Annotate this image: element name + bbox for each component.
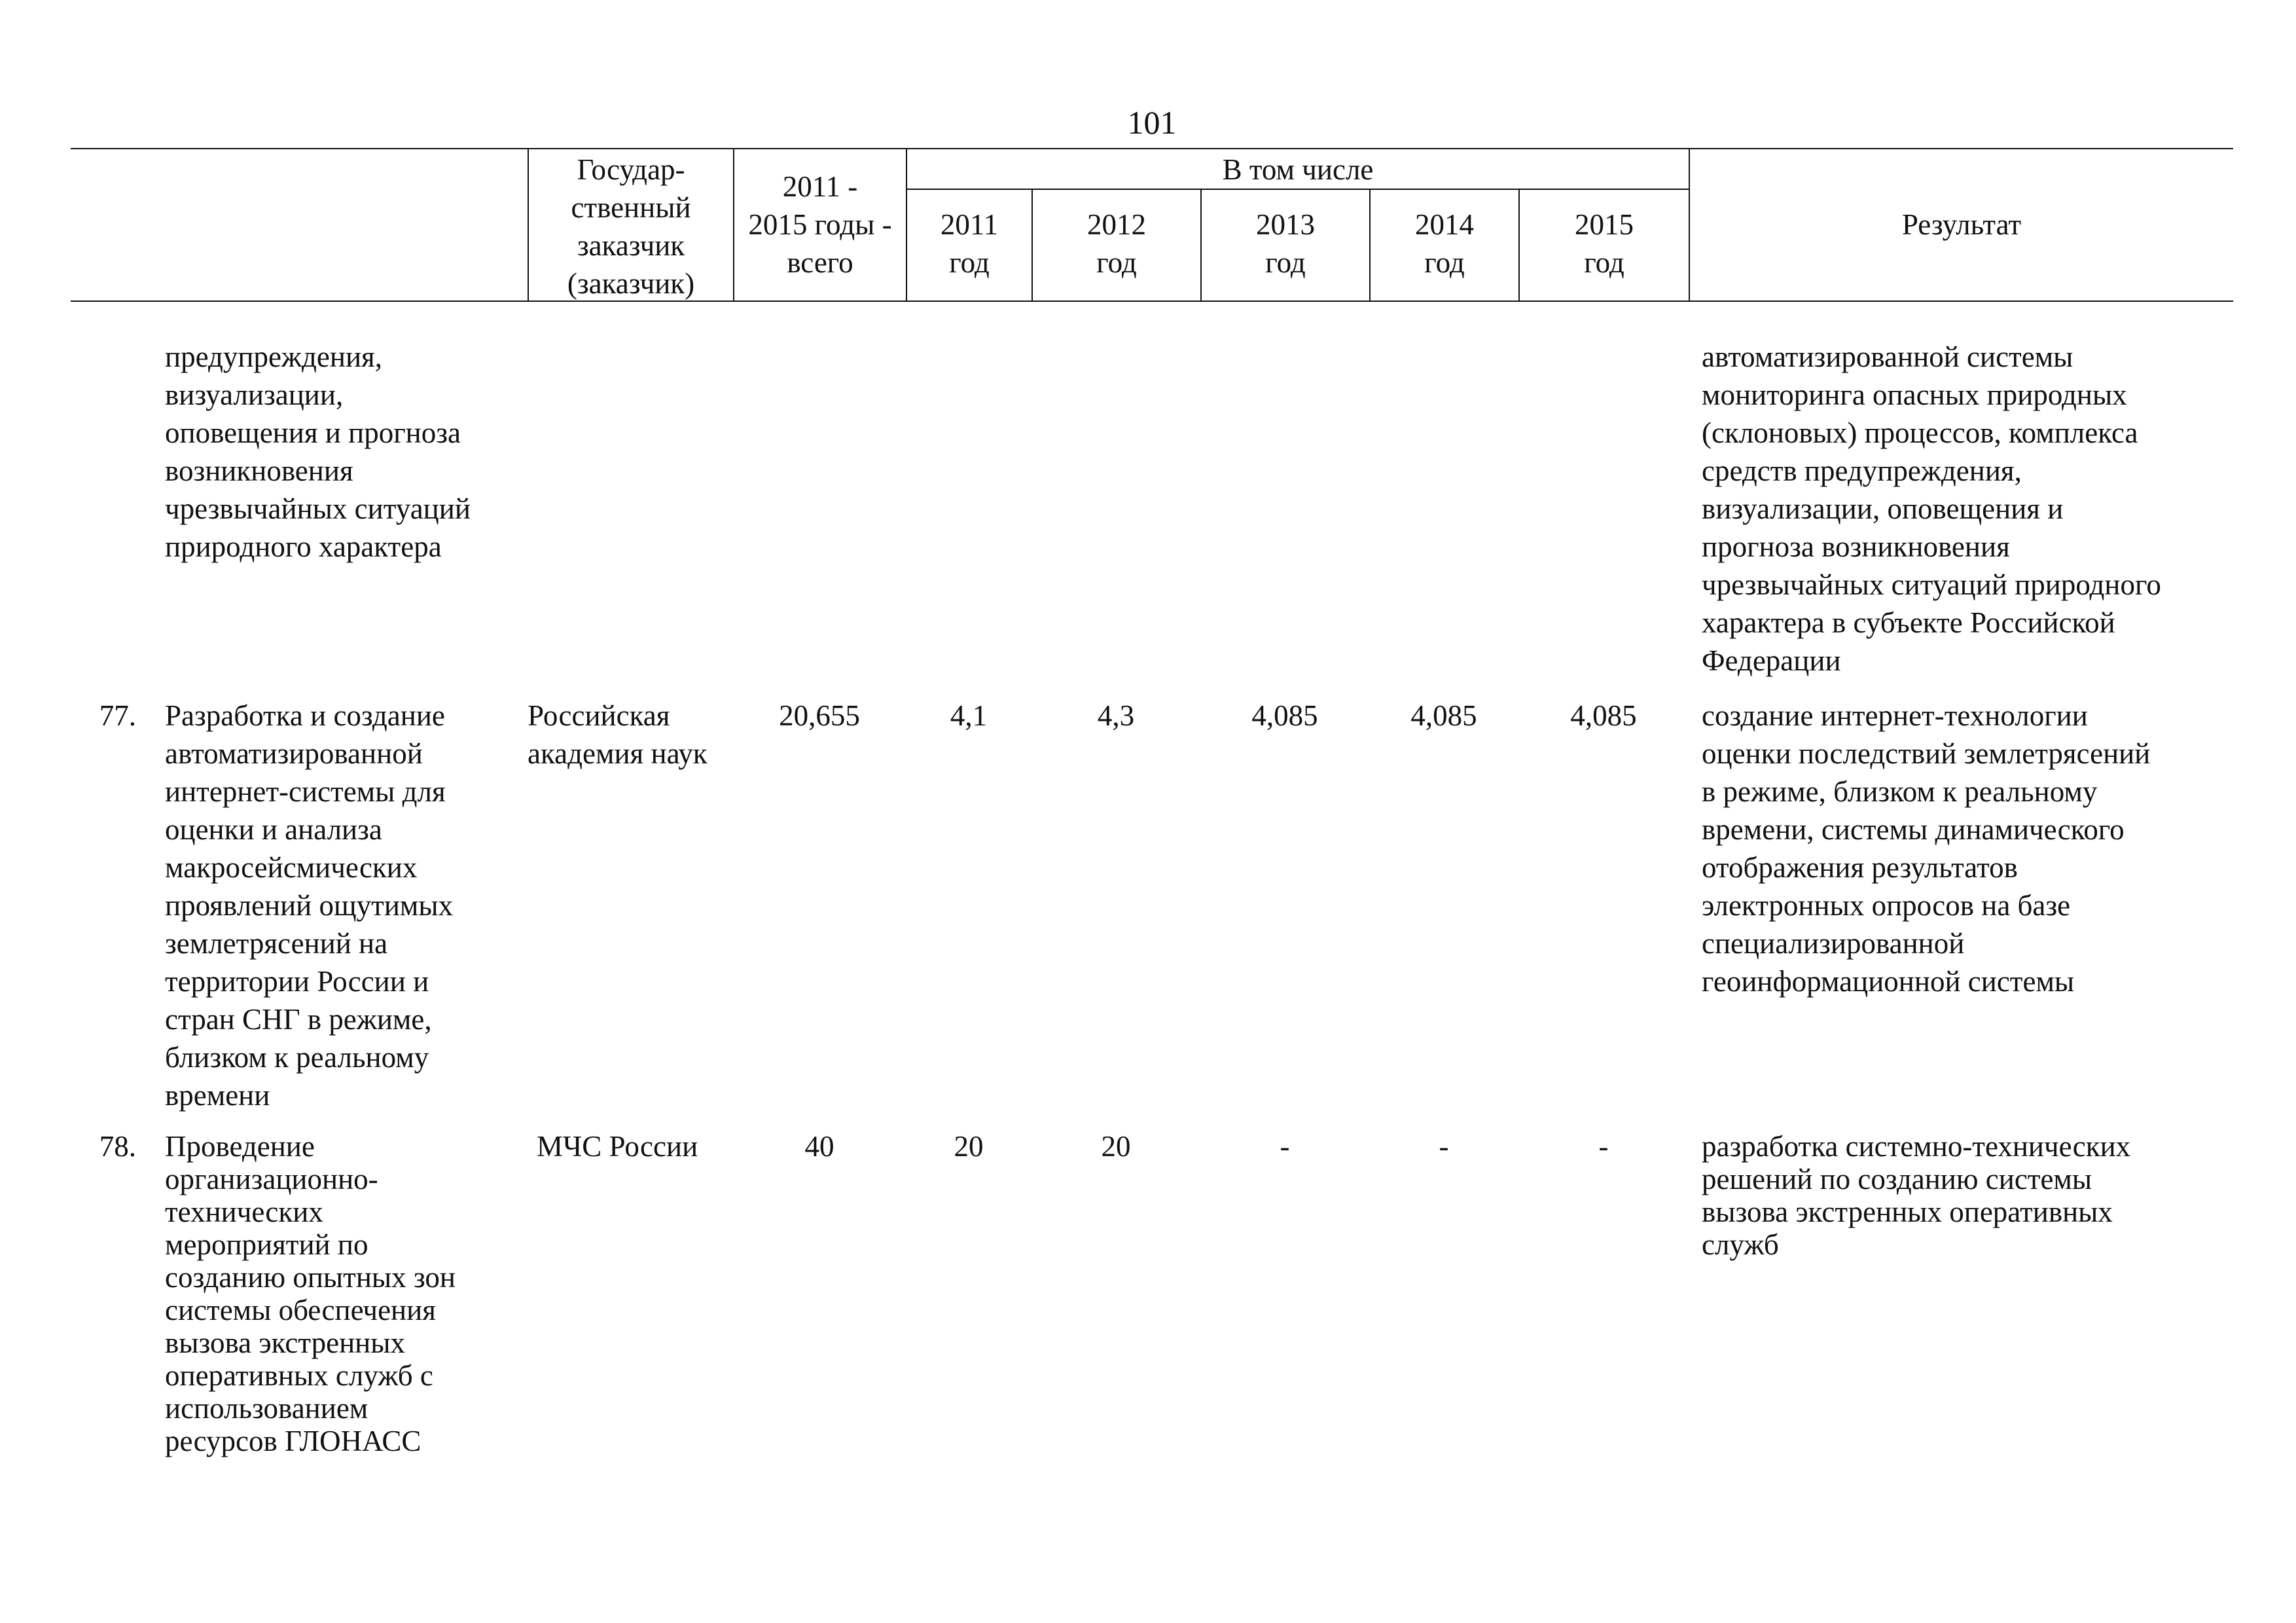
value-2011: 4,1 (950, 699, 988, 732)
customer-name: МЧС России (537, 1130, 698, 1163)
measure-name: Проведение организационно- технических мероприятий по созданию опытных зон системы обеспечения вызова экстренных оперативных служб с использованием ресурсов ГЛОНАСС (165, 1130, 456, 1457)
value-2012: 4,3 (1097, 699, 1135, 732)
header-year-2014: 2014 год (1415, 208, 1474, 279)
value-2011: 20 (954, 1130, 984, 1163)
header-mid-rule (906, 189, 1689, 190)
header-top-rule (71, 148, 2233, 149)
header-customer: Государ- ственный заказчик (заказчик) (567, 153, 695, 300)
header-year-2015: 2015 год (1575, 208, 1634, 279)
value-2013: - (1280, 1130, 1290, 1163)
header-year-2013: 2013 год (1256, 208, 1315, 279)
header-total: 2011 - 2015 годы - всего (748, 170, 892, 279)
header-bottom-rule (71, 301, 2233, 302)
header-year-2012: 2012 год (1087, 208, 1146, 279)
customer-name: Российская академия наук (528, 699, 708, 770)
value-2013: 4,085 (1251, 699, 1318, 732)
measure-name: Разработка и создание автоматизированной интернет-системы для оценки и анализа макросейсмических проявлений ощутимых землетрясений на территории России и стран СНГ в режиме, близком к реальному времени (165, 699, 454, 1112)
value-2012: 20 (1101, 1130, 1131, 1163)
result-text: создание интернет-технологии оценки последствий землетрясений в режиме, близком к реальному времени, системы динамического отображения результатов электронных опросов на базе специализированной геоинформационной системы (1702, 699, 2151, 998)
value-2014: 4,085 (1410, 699, 1477, 732)
result-text: разработка системно-технических решений по созданию системы вызова экстренных оперативных служб (1702, 1130, 2131, 1261)
value-2015: - (1598, 1130, 1609, 1163)
value-2015: 4,085 (1570, 699, 1637, 732)
measure-name: предупреждения, визуализации, оповещения и прогноза возникновения чрезвычайных ситуаций природного характера (165, 340, 471, 563)
header-result: Результат (1901, 208, 2022, 241)
total-value: 20,655 (779, 699, 860, 732)
header-including: В том числе (1222, 153, 1374, 186)
page-number: 101 (1127, 104, 1177, 141)
total-value: 40 (804, 1130, 834, 1163)
row-number: 77. (99, 699, 136, 732)
value-2014: - (1439, 1130, 1449, 1163)
row-number: 78. (99, 1130, 136, 1163)
result-text: автоматизированной системы мониторинга опасных природных (склоновых) процессов, комплекса средств предупреждения, визуализации, оповещения и прогноза возникновения чрезвычайных ситуаций природного характера в субъекте Российской Федерации (1702, 340, 2161, 677)
header-year-2011: 2011 год (940, 208, 999, 279)
